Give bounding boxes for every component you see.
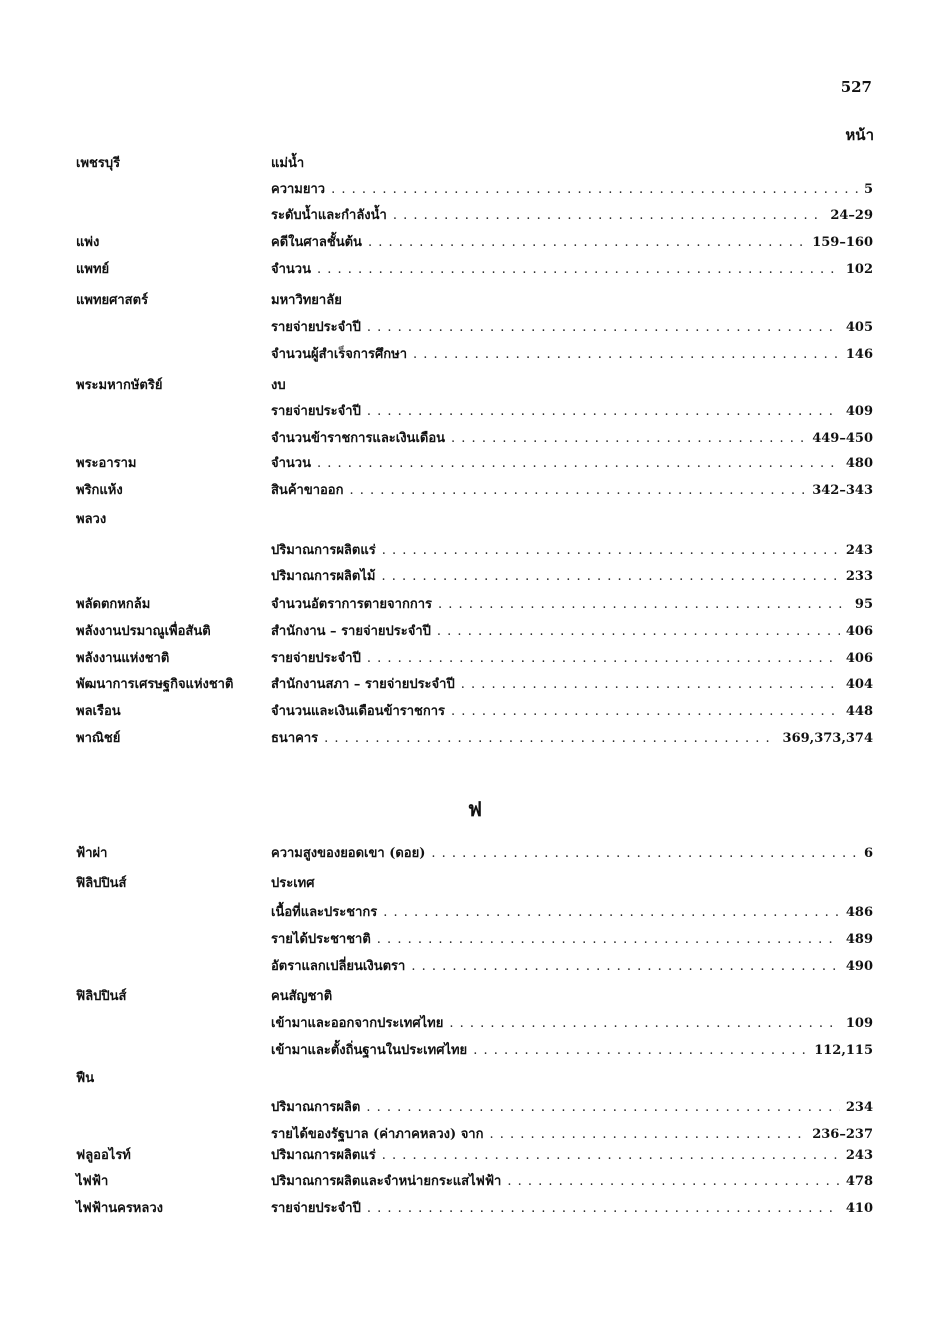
index-term: พลวง [76,512,107,527]
index-entry [0,400,950,422]
index-term: พลังงานปรมาณูเพื่อสันติ [76,624,211,639]
subentry-label: งบ [271,378,286,393]
index-entry [0,508,950,530]
leader-dots [381,569,839,584]
leader-dots [367,404,840,419]
subentry-label: สำนักงาน – รายจ่ายประจำปี [271,624,431,639]
index-term: พริกแห้ง [76,483,123,498]
index-entry [0,700,950,722]
leader-dots [377,932,840,947]
subentry-label: รายจ่ายประจำปี [271,1201,361,1216]
index-subentry [271,1012,873,1033]
index-term: พัฒนาการเศรษฐกิจแห่งชาติ [76,677,234,692]
subentry-label: รายจ่ายประจำปี [271,651,361,666]
index-entry [0,1039,950,1061]
page-reference: 449–450 [812,431,873,446]
index-entry [0,204,950,226]
index-term: แพทยศาสตร์ [76,293,149,308]
subentry-label: จำนวน [271,456,311,471]
leader-dots [411,959,840,974]
page-reference: 95 [854,597,873,612]
index-subentry [271,258,873,279]
page-reference: 102 [845,262,873,277]
subentry-label: เข้ามาและออกจากประเทศไทย [271,1016,444,1031]
subentry-label: เข้ามาและตั้งถิ่นฐานในประเทศไทย [271,1043,468,1058]
subentry-label: รายจ่ายประจำปี [271,320,361,335]
index-term: ฟืน [76,1071,95,1086]
subentry-label: ความยาว [271,182,326,197]
index-subentry [271,1144,873,1165]
page-reference: 486 [845,905,873,920]
index-entry [0,452,950,474]
subentry-label: จำนวนข้าราชการและเงินเดือน [271,431,446,446]
subentry-label: อัตราแลกเปลี่ยนเงินตรา [271,959,406,974]
index-subentry [271,593,873,614]
subentry-label: จำนวนอัตราการตายจากการ [271,597,432,612]
section-heading: ฟ [467,797,483,821]
leader-dots [331,182,858,197]
index-entry [0,258,950,280]
index-subentry [271,955,873,976]
index-entry [0,565,950,587]
index-entry [0,343,950,365]
index-subentry [271,316,873,337]
subentry-label: รายได้ประชาชาติ [271,932,371,947]
subentry-label: ระดับน้ำและกำลังน้ำ [271,208,387,223]
index-entry [0,289,950,311]
page-reference: 159–160 [812,235,873,250]
index-entry [0,374,950,396]
index-entry [0,316,950,338]
index-term: พระอาราม [76,456,137,471]
index-term: เพชรบุรี [76,156,121,171]
leader-dots [449,1016,840,1031]
index-entry [0,673,950,695]
index-term: ไฟฟ้า [76,1174,109,1189]
index-subentry [271,400,873,421]
index-subentry [271,727,873,748]
index-term: แพทย์ [76,262,110,277]
subentry-label: รายได้ของรัฐบาล (ค่าภาคหลวง) จาก [271,1127,484,1142]
page-reference: 404 [845,677,873,692]
index-entry [0,1012,950,1034]
leader-dots [461,677,840,692]
index-subentry [271,1170,873,1191]
index-subentry [271,842,873,863]
page-reference: 409 [845,404,873,419]
subentry-label: ประเทศ [271,876,315,891]
leader-dots [367,651,840,666]
index-term: ไฟฟ้านครหลวง [76,1201,163,1216]
index-subentry [271,178,873,199]
page-reference: 234 [845,1100,873,1115]
leader-dots [507,1174,840,1189]
index-subentry [271,647,873,668]
index-subentry [271,928,873,949]
subentry-label: ปริมาณการผลิต [271,1100,361,1115]
index-term: ฟิลิปปินส์ [76,876,127,891]
page-reference: 490 [845,959,873,974]
leader-dots [382,1148,840,1163]
subentry-label: แม่น้ำ [271,156,305,171]
leader-dots [324,731,776,746]
index-entry [0,985,950,1007]
leader-dots [317,262,840,277]
index-subentry [271,1039,873,1060]
subentry-label: สำนักงานสภา – รายจ่ายประจำปี [271,677,455,692]
page-number: 527 [840,78,872,96]
page-reference: 405 [845,320,873,335]
leader-dots [451,431,806,446]
page-reference: 369,373,374 [782,731,873,746]
index-subentry [271,565,873,586]
index-entry [0,928,950,950]
index-subentry [271,479,873,500]
index-subentry [271,1197,873,1218]
subentry-label: สินค้าขาออก [271,483,344,498]
subentry-label: ธนาคาร [271,731,319,746]
subentry-label: จำนวนผู้สำเร็จการศึกษา [271,347,408,362]
index-entry [0,479,950,501]
leader-dots [489,1127,806,1142]
subentry-label: คดีในศาลชั้นต้น [271,235,362,250]
page-reference: 342–343 [812,483,873,498]
leader-dots [473,1043,808,1058]
page-reference: 478 [845,1174,873,1189]
page-reference: 406 [845,624,873,639]
index-entry [0,1096,950,1118]
subentry-label: เนื้อที่และประชากร [271,905,378,920]
page-reference: 24–29 [830,208,873,223]
index-term: ฟลูออไรท์ [76,1148,131,1163]
page-column-header: หน้า [845,126,874,144]
index-subentry [271,204,873,225]
index-term: พลเรือน [76,704,121,719]
index-subentry [271,901,873,922]
index-subentry [271,452,873,473]
index-subentry [271,673,873,694]
page-reference: 480 [845,456,873,471]
leader-dots [451,704,840,719]
subentry-label: ปริมาณการผลิตไม้ [271,569,376,584]
index-entry [0,1144,950,1166]
leader-dots [413,347,840,362]
index-term: พลัดตกหกล้ม [76,597,151,612]
leader-dots [366,1100,840,1115]
subentry-label: ความสูงของยอดเขา (ดอย) [271,846,426,861]
subentry-label: ปริมาณการผลิตแร่ [271,1148,376,1163]
subentry-label: ปริมาณการผลิตและจำหน่ายกระแสไฟฟ้า [271,1174,502,1189]
index-entry [0,593,950,615]
index-subentry [271,374,873,395]
index-term: แพ่ง [76,235,100,250]
index-subentry [271,152,873,173]
index-entry [0,1067,950,1089]
leader-dots [350,483,807,498]
index-term: พาณิชย์ [76,731,121,746]
leader-dots [393,208,824,223]
page-reference: 489 [845,932,873,947]
index-term: พลังงานแห่งชาติ [76,651,170,666]
index-entry [0,427,950,449]
page-reference: 233 [845,569,873,584]
subentry-label: มหาวิทยาลัย [271,293,342,308]
index-term: ฟ้าผ่า [76,846,108,861]
index-subentry [271,343,873,364]
index-subentry [271,289,873,310]
index-entry [0,901,950,923]
leader-dots [383,905,840,920]
subentry-label: จำนวนและเงินเดือนข้าราชการ [271,704,446,719]
index-subentry [271,427,873,448]
page-reference: 243 [845,543,873,558]
subentry-label: รายจ่ายประจำปี [271,404,361,419]
index-subentry [271,1096,873,1117]
leader-dots [431,846,858,861]
page-reference: 112,115 [814,1043,873,1058]
index-entry [0,955,950,977]
index-entry [0,872,950,894]
index-term: ฟิลิปปินส์ [76,989,127,1004]
leader-dots [438,597,849,612]
index-entry [0,1170,950,1192]
page-reference: 406 [845,651,873,666]
index-entry [0,842,950,864]
page-reference: 236–237 [812,1127,873,1142]
index-entry [0,647,950,669]
index-entry [0,620,950,642]
index-subentry [271,620,873,641]
index-entry [0,539,950,561]
subentry-label: ปริมาณการผลิตแร่ [271,543,376,558]
leader-dots [367,1201,840,1216]
index-entry [0,1123,950,1145]
index-entry [0,178,950,200]
page-reference: 146 [845,347,873,362]
leader-dots [317,456,840,471]
page-reference: 410 [845,1201,873,1216]
page-reference: 243 [845,1148,873,1163]
index-subentry [271,1123,873,1144]
subentry-label: คนสัญชาติ [271,989,333,1004]
index-entry [0,727,950,749]
page-reference: 5 [863,182,873,197]
index-subentry [271,231,873,252]
index-entry [0,152,950,174]
index-subentry [271,985,873,1006]
leader-dots [437,624,840,639]
page-reference: 448 [845,704,873,719]
leader-dots [368,235,806,250]
leader-dots [367,320,840,335]
index-subentry [271,872,873,893]
index-term: พระมหากษัตริย์ [76,378,163,393]
index-entry [0,231,950,253]
index-subentry [271,700,873,721]
subentry-label: จำนวน [271,262,311,277]
leader-dots [382,543,840,558]
index-subentry [271,539,873,560]
page-reference: 109 [845,1016,873,1031]
page-reference: 6 [863,846,873,861]
index-entry [0,1197,950,1219]
